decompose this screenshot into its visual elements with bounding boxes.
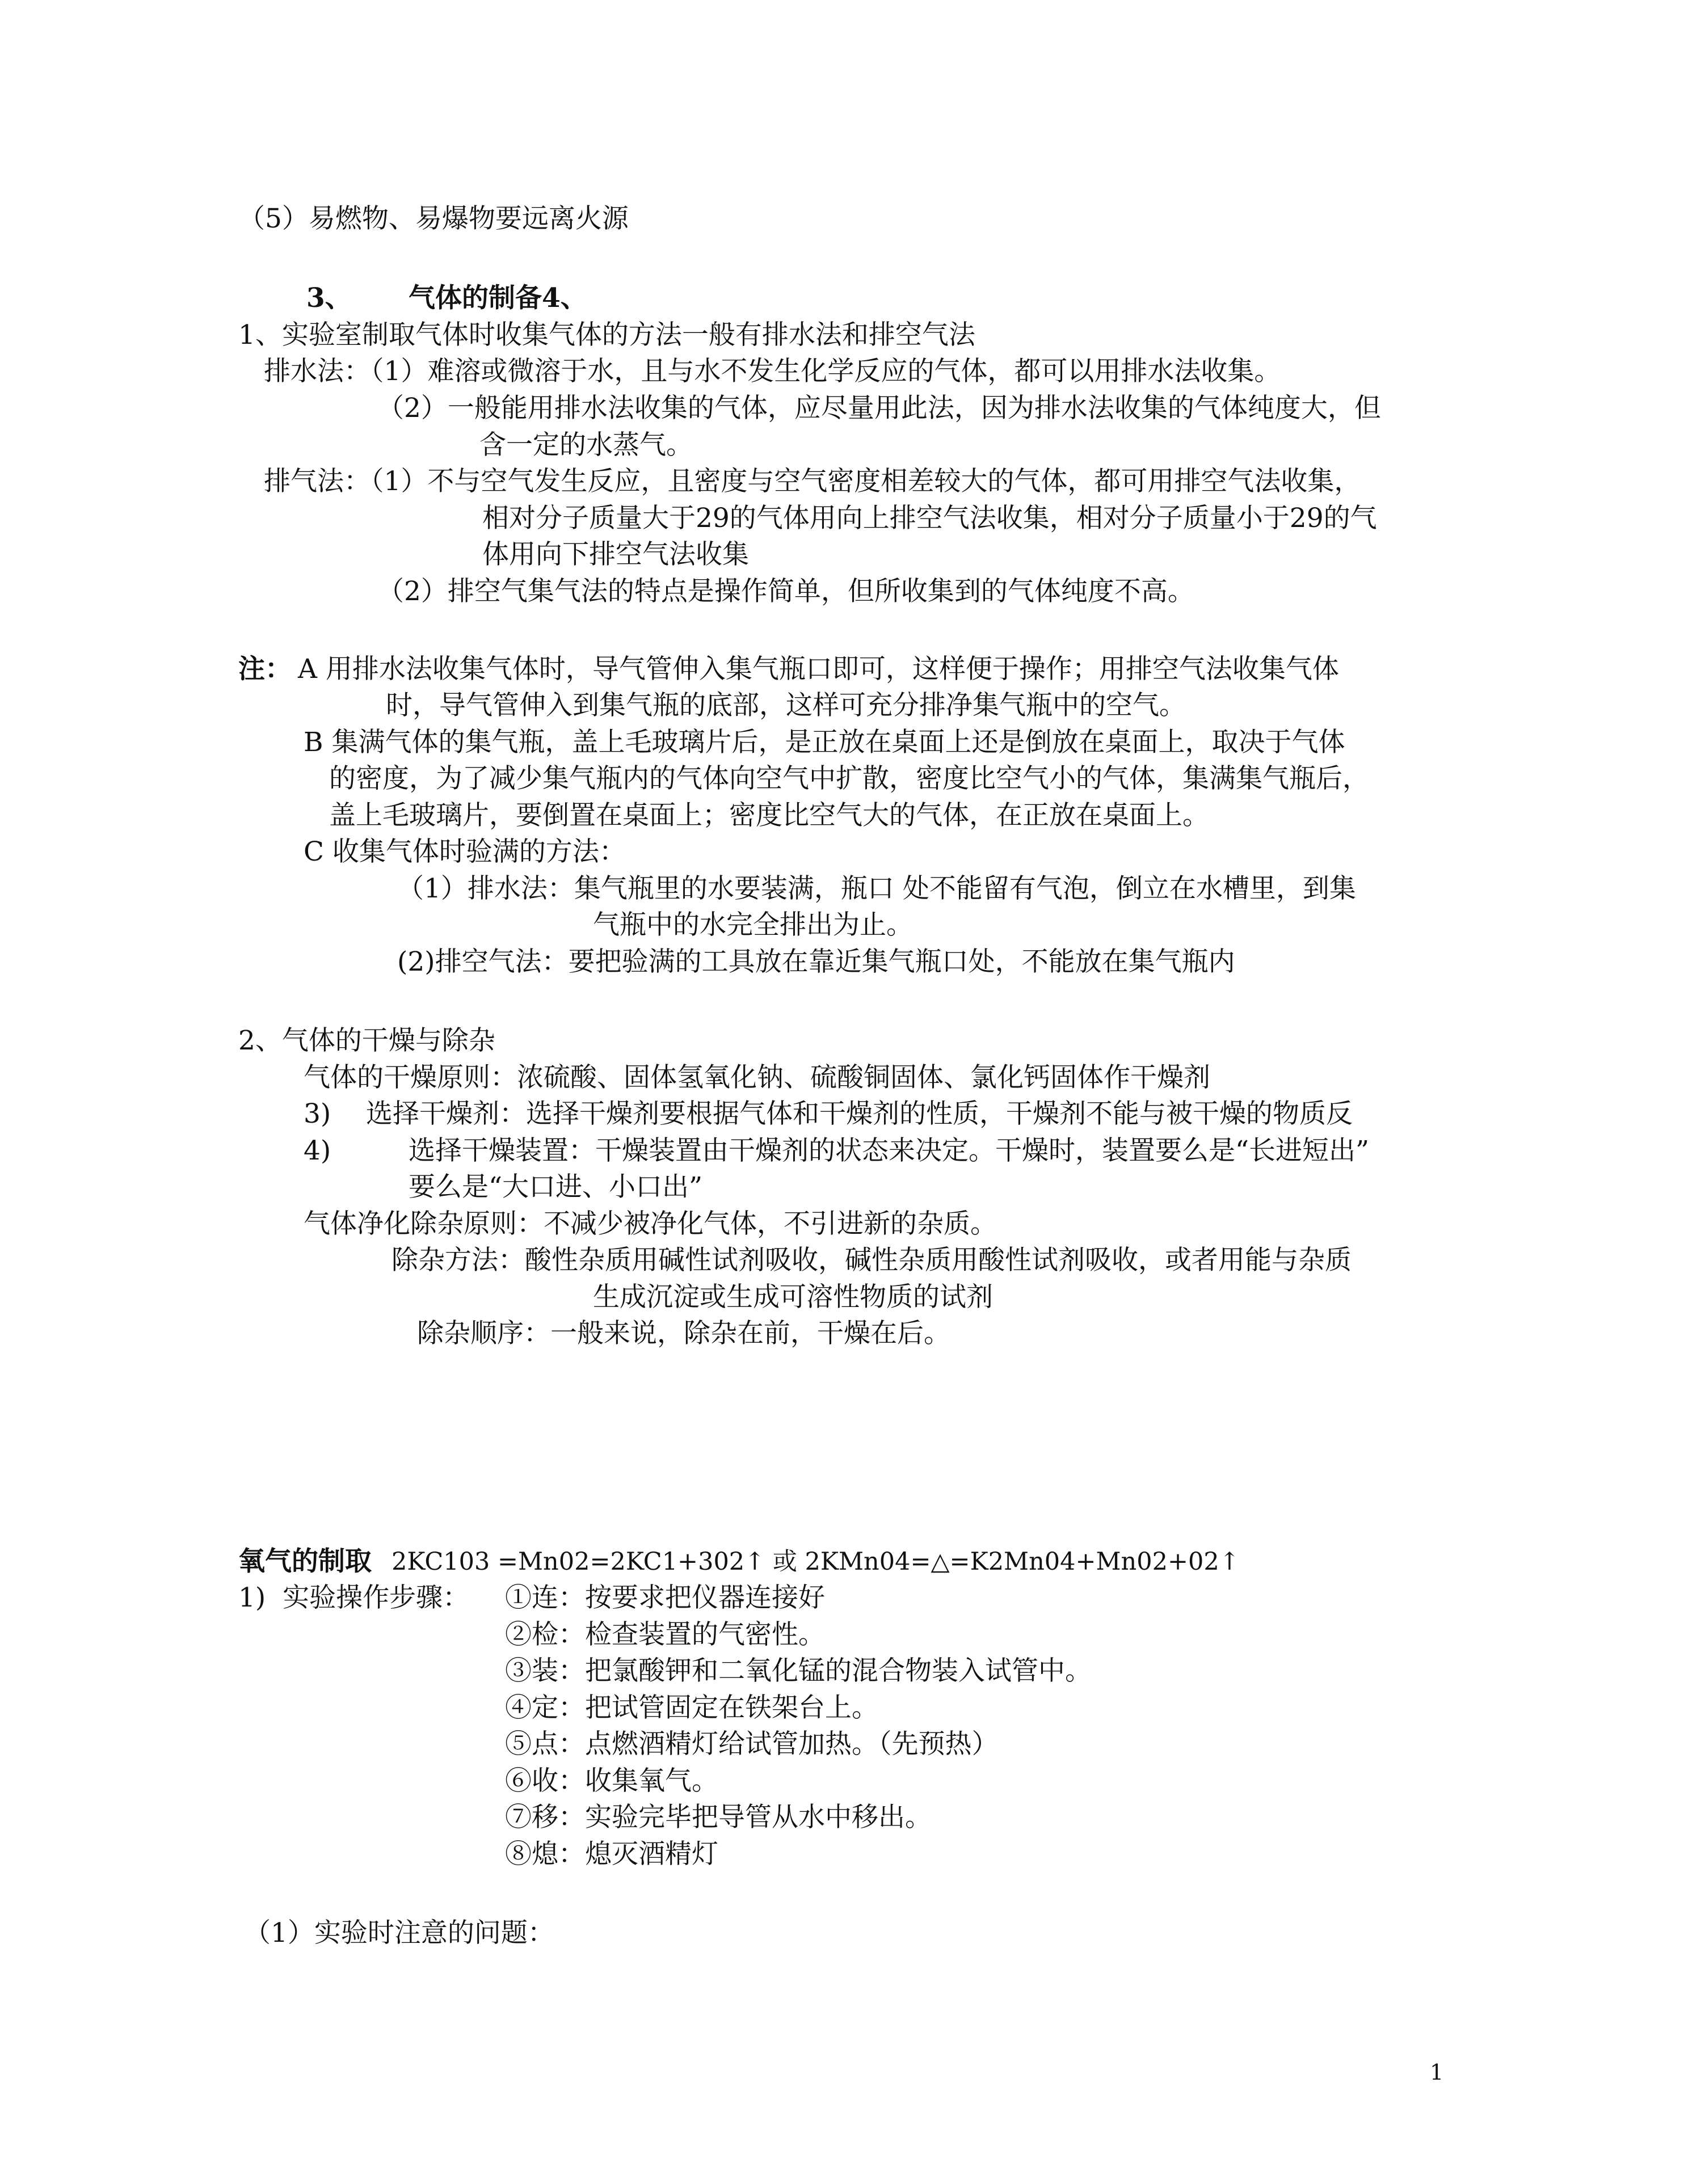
text-line: 排气法：（1）不与空气发生反应，且密度与空气密度相差较大的气体，都可用排空气法收集， [264,466,1361,497]
text-line: 要么是“大口进、小口出” [409,1171,703,1203]
section-heading: 气体的制备4、 [409,283,587,314]
step-item: ①连：按要求把仪器连接好 [505,1582,825,1613]
text-line: 体用向下排空气法收集 [482,539,749,570]
step-item: ③装：把氯酸钾和二氧化锰的混合物装入试管中。 [505,1655,1092,1687]
text-line: 除杂方法：酸性杂质用碱性试剂吸收，碱性杂质用酸性试剂吸收，或者用能与杂质 [392,1245,1352,1276]
note-label: 注： [238,653,292,685]
step-item: ②检：检查装置的气密性。 [505,1619,825,1650]
text-line: 气体的干燥原则：浓硫酸、固体氢氧化钠、硫酸铜固体、氯化钙固体作干燥剂 [304,1062,1210,1093]
page-number: 1 [1430,2060,1444,2085]
step-item: ⑥收：收集氧气。 [505,1765,718,1797]
text-line: 除杂顺序：一般来说，除杂在前，干燥在后。 [417,1318,950,1349]
text-line: A 用排水法收集气体时，导气管伸入集气瓶口即可，这样便于操作；用排空气法收集气体 [298,653,1339,685]
text-line: 含一定的水蒸气。 [479,429,693,461]
text-line: 1、实验室制取气体时收集气体的方法一般有排水法和排空气法 [238,319,975,351]
text-line: 排水法：（1）难溶或微溶于水，且与水不发生化学反应的气体，都可以用排水法收集。 [264,356,1281,387]
text-line: （1）实验时注意的问题： [244,1917,554,1949]
text-line: C 收集气体时验满的方法： [304,836,626,867]
section-number: 3、 [306,283,352,314]
step-item: ④定：把试管固定在铁架台上。 [505,1692,878,1723]
text-line: （2）一般能用排水法收集的气体，应尽量用此法，因为排水法收集的气体纯度大，但 [377,393,1381,424]
text-line: 气体净化除杂原则：不减少被净化气体，不引进新的杂质。 [304,1208,997,1239]
text-line: 时，导气管伸入到集气瓶的底部，这样可充分排净集气瓶中的空气。 [386,690,1186,721]
text-line: （1）排水法：集气瓶里的水要装满，瓶口 处不能留有气泡，倒立在水槽里，到集 [397,873,1356,904]
text-line: 的密度，为了减少集气瓶内的气体向空气中扩散，密度比空气小的气体，集满集气瓶后， [329,763,1369,794]
step-item: ⑤点：点燃酒精灯给试管加热。（先预热） [505,1728,999,1760]
text-line: 相对分子质量大于29的气体用向上排空气法收集，相对分子质量小于29的气 [482,503,1377,534]
text-line: （5）易燃物、易爆物要远离火源 [238,203,629,234]
item-number: 3) [304,1098,331,1129]
step-item: ⑦移：实验完毕把导管从水中移出。 [505,1802,932,1833]
item-number: 4) [304,1135,331,1166]
text-line: B 集满气体的集气瓶，盖上毛玻璃片后，是正放在桌面上还是倒放在桌面上，取决于气体 [304,727,1345,758]
text-line: 选择干燥剂：选择干燥剂要根据气体和干燥剂的性质，干燥剂不能与被干燥的物质反 [366,1098,1353,1129]
text-line: 生成沉淀或生成可溶性物质的试剂 [593,1281,993,1313]
step-item: ⑧熄：熄灭酒精灯 [505,1839,718,1870]
text-line: 2、气体的干燥与除杂 [238,1025,495,1056]
text-line: 气瓶中的水完全排出为止。 [593,909,913,941]
text-line: (2)排空气法：要把验满的工具放在靠近集气瓶口处，不能放在集气瓶内 [397,946,1235,977]
text-line: （2）排空气集气法的特点是操作简单，但所收集到的气体纯度不高。 [377,576,1194,607]
text-line: 选择干燥装置：干燥装置由干燥剂的状态来决定。干燥时，装置要么是“长进短出” [409,1135,1370,1166]
text-line: 1) 实验操作步骤： [238,1582,470,1613]
equation: 2KC103 =Mn02=2KC1+302↑ 或 2KMn04=△=K2Mn04+Mn02+02↑ [392,1548,1240,1576]
section-heading: 氧气的制取 [238,1546,372,1577]
text-line: 盖上毛玻璃片，要倒置在桌面上；密度比空气大的气体，在正放在桌面上。 [329,800,1209,831]
